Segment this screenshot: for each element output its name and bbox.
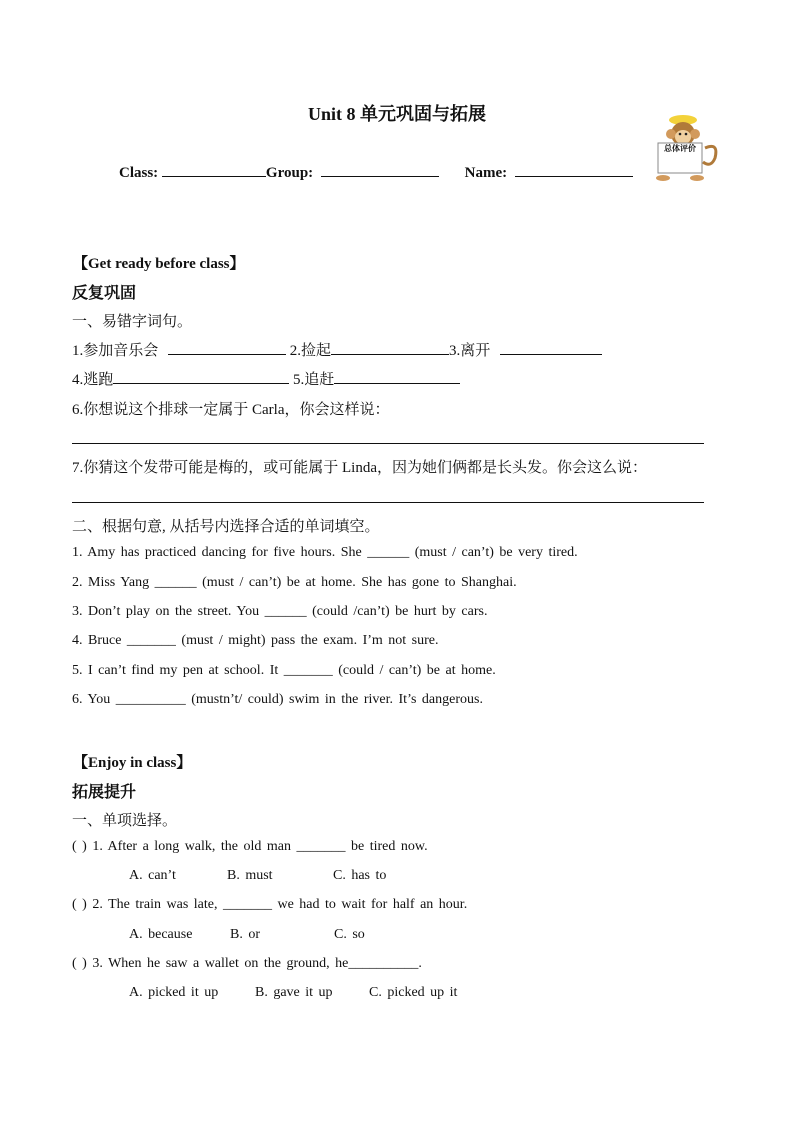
evaluation-badge-label: 总体评价: [664, 144, 696, 153]
fill-item: 1. Amy has practiced dancing for five hours. She ______ (must / can’t) be very tired.: [72, 545, 578, 560]
answer-blank[interactable]: [331, 340, 449, 355]
name-field[interactable]: [515, 162, 633, 177]
part-title: 二、根据句意, 从括号内选择合适的单词填空。: [72, 519, 380, 535]
page-title: Unit 8 单元巩固与拓展: [307, 104, 486, 124]
fill-item: 3. Don’t play on the street. You ______ (could /can’t) be hurt by cars.: [72, 604, 488, 619]
section-heading-in-class: 【Enjoy in class】: [73, 755, 192, 771]
option-b: B. gave it up: [255, 985, 333, 1000]
option-b: B. must: [227, 868, 273, 883]
class-field[interactable]: [162, 162, 266, 177]
option-c: C. has to: [333, 868, 387, 883]
option-a: A. can’t: [129, 868, 176, 883]
answer-line[interactable]: [72, 443, 704, 444]
section-subheading: 反复巩固: [72, 285, 137, 302]
question-stem: ( ) 2. The train was late, _______ we had to wait for half an hour.: [72, 897, 468, 912]
vocab-item: 3.离开: [449, 343, 491, 359]
question-stem: ( ) 1. After a long walk, the old man _______ be tired now.: [72, 839, 428, 854]
answer-blank[interactable]: [500, 340, 602, 355]
answer-blank[interactable]: [168, 340, 286, 355]
option-c: C. so: [334, 927, 365, 942]
sentence-prompt-6: 6.你想说这个排球一定属于 Carla，你会这样说：: [72, 402, 390, 418]
vocab-item: 2.捡起: [289, 343, 332, 359]
option-a: A. because: [129, 927, 193, 942]
question-stem: ( ) 3. When he saw a wallet on the ground, he__________.: [72, 956, 422, 971]
group-field[interactable]: [321, 162, 439, 177]
option-b: B. or: [230, 927, 260, 942]
option-a: A. picked it up: [129, 985, 219, 1000]
vocab-item: 5.追赶: [293, 372, 335, 388]
answer-blank[interactable]: [113, 369, 289, 384]
vocab-item: 1.参加音乐会: [72, 343, 159, 359]
fill-item: 2. Miss Yang ______ (must / can’t) be at home. She has gone to Shanghai.: [72, 575, 517, 590]
answer-line[interactable]: [72, 502, 704, 503]
vocab-row-2: [72, 368, 460, 389]
part-title: 一、易错字词句。: [72, 314, 193, 330]
student-info-row: [119, 162, 633, 182]
section-subheading: 拓展提升: [72, 784, 137, 801]
fill-item: 4. Bruce _______ (must / might) pass the exam. I’m not sure.: [72, 633, 439, 648]
option-c: C. picked up it: [369, 985, 458, 1000]
answer-blank[interactable]: [334, 369, 460, 384]
group-label: Group:: [265, 165, 314, 181]
vocab-item: 4.逃跑: [72, 372, 114, 388]
fill-item: 5. I can’t find my pen at school. It _______ (could / can’t) be at home.: [72, 663, 496, 678]
vocab-row-1: [72, 339, 602, 360]
fill-item: 6. You __________ (mustn’t/ could) swim in the river. It’s dangerous.: [72, 692, 483, 707]
class-label: Class:: [119, 165, 159, 181]
name-label: Name:: [464, 165, 508, 181]
part-title: 一、单项选择。: [72, 813, 178, 829]
sentence-prompt-7: 7.你猜这个发带可能是梅的，或可能属于 Linda，因为她们俩都是长头发。你会这么说：: [72, 460, 647, 476]
section-heading-before-class: 【Get ready before class】: [73, 256, 245, 272]
